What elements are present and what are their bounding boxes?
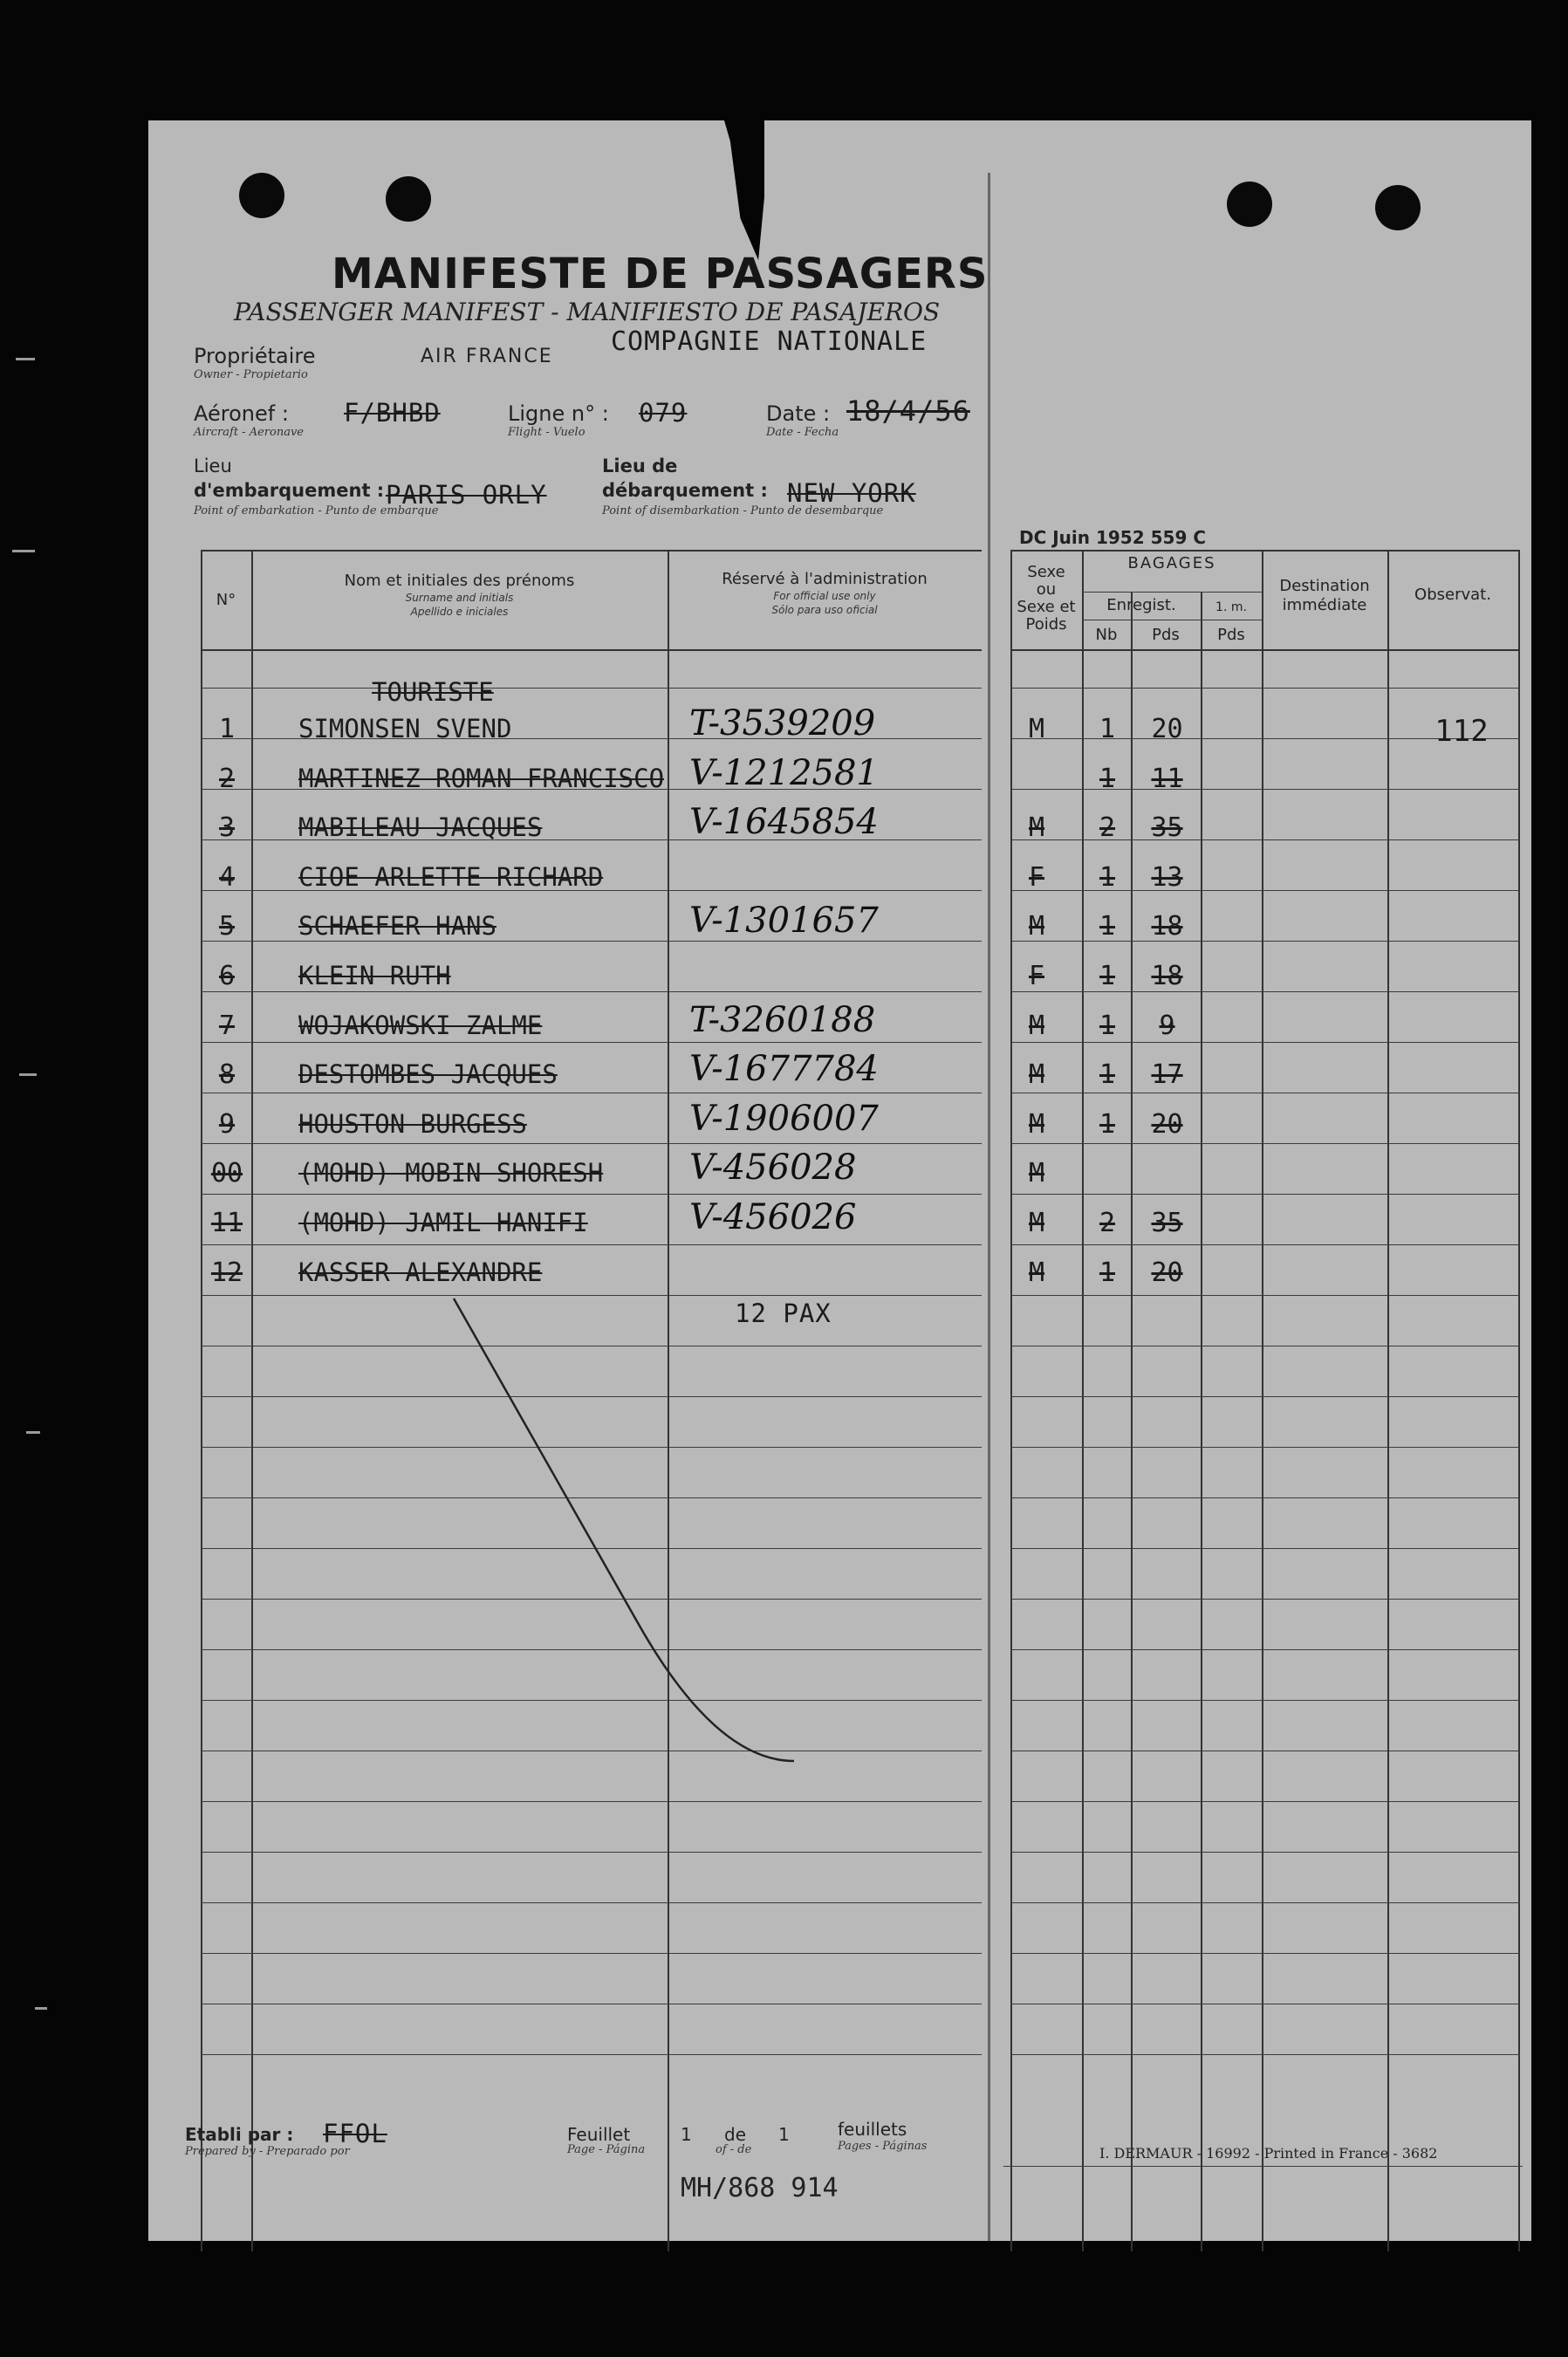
passenger-number: 7 bbox=[218, 1010, 236, 1041]
edge-mark bbox=[26, 1431, 40, 1434]
baggage-count: 1 bbox=[1099, 1010, 1116, 1041]
passenger-name: MABILEAU JACQUES bbox=[298, 812, 543, 843]
passenger-name: WOJAKOWSKI ZALME bbox=[298, 1010, 543, 1040]
owner-label: Propriétaire bbox=[194, 344, 316, 368]
passenger-sex: M bbox=[1028, 1257, 1045, 1288]
baggage-weight: 18 bbox=[1151, 911, 1183, 942]
passenger-name: SIMONSEN SVEND bbox=[298, 714, 512, 743]
disembark-label-1: Lieu de bbox=[602, 456, 678, 476]
embark-label-2: d'embarquement : bbox=[194, 480, 385, 501]
passenger-name: HOUSTON BURGESS bbox=[298, 1108, 527, 1139]
passenger-number: 9 bbox=[218, 1108, 236, 1140]
header-sex: Sexe bbox=[1027, 563, 1065, 581]
printer-imprint: I. DERMAUR - 16992 - Printed in France - 3682 bbox=[1099, 2145, 1438, 2162]
passenger-sex: F bbox=[1028, 961, 1045, 991]
of-sub: of - de bbox=[716, 2143, 752, 2156]
baggage-count: 1 bbox=[1099, 714, 1116, 744]
header-name-sub: Surname and initials bbox=[405, 592, 514, 604]
baggage-weight: 13 bbox=[1151, 861, 1183, 893]
passenger-name: MARTINEZ ROMAN FRANCISCO bbox=[298, 763, 665, 793]
header-sex: Sexe et bbox=[1017, 598, 1076, 616]
sheet-sub: Page - Página bbox=[567, 2143, 646, 2156]
passenger-sex: M bbox=[1028, 812, 1045, 844]
header-sex: Poids bbox=[1025, 615, 1067, 634]
baggage-count: 1 bbox=[1099, 1059, 1116, 1091]
prepared-sub: Prepared by - Preparado por bbox=[185, 2145, 350, 2158]
total-pax: 12 PAX bbox=[735, 1298, 832, 1328]
passenger-ref: V-1212581 bbox=[689, 752, 879, 793]
passenger-ref: V-1677784 bbox=[689, 1049, 879, 1090]
baggage-weight: 35 bbox=[1151, 1208, 1183, 1238]
header-name-sub: Apellido e iniciales bbox=[410, 606, 509, 618]
baggage-weight: 35 bbox=[1151, 812, 1183, 844]
flight-value: 079 bbox=[639, 398, 688, 428]
passenger-name: (MOHD) MOBIN SHORESH bbox=[298, 1158, 604, 1189]
passenger-ref: V-1645854 bbox=[689, 802, 879, 843]
passenger-ref: V-1301657 bbox=[689, 901, 879, 942]
sheet-label: Feuillet bbox=[567, 2124, 631, 2145]
sheet-total: 1 bbox=[778, 2124, 790, 2145]
sheets-label: feuillets bbox=[838, 2119, 907, 2140]
passenger-sex: M bbox=[1028, 1108, 1045, 1140]
manifest-page bbox=[148, 120, 1531, 2241]
passenger-sex: M bbox=[1028, 714, 1045, 744]
disembark-value: NEW YORK bbox=[787, 478, 916, 508]
header-nb: Nb bbox=[1095, 626, 1118, 644]
passenger-number: 6 bbox=[218, 961, 236, 991]
passenger-number: 4 bbox=[218, 861, 236, 893]
passenger-number: 8 bbox=[218, 1059, 236, 1091]
edge-mark bbox=[16, 358, 35, 360]
passenger-sex: F bbox=[1028, 861, 1045, 893]
date-label: Date : bbox=[766, 401, 831, 426]
passenger-ref: V-1906007 bbox=[689, 1098, 879, 1139]
header-baggage: BAGAGES bbox=[1127, 554, 1216, 572]
header-destination: immédiate bbox=[1282, 596, 1367, 614]
passenger-number: 00 bbox=[210, 1158, 243, 1189]
passenger-name: KASSER ALEXANDRE bbox=[298, 1257, 543, 1287]
passenger-sex: M bbox=[1028, 1059, 1045, 1091]
passenger-name: DESTOMBES JACQUES bbox=[298, 1059, 558, 1090]
header-reserved-sub: For official use only bbox=[773, 590, 876, 602]
baggage-count: 1 bbox=[1099, 763, 1116, 794]
passenger-ref: T-3260188 bbox=[689, 999, 876, 1040]
passenger-sex: M bbox=[1028, 1010, 1045, 1041]
footer-rule bbox=[1003, 2166, 1523, 2167]
observation: 112 bbox=[1434, 714, 1489, 749]
sheet-number: 1 bbox=[681, 2124, 692, 2145]
passenger-sex: M bbox=[1028, 1208, 1045, 1238]
passenger-ref: V-456026 bbox=[689, 1197, 857, 1237]
passenger-name: CIOE ARLETTE RICHARD bbox=[298, 861, 604, 892]
passenger-number: 5 bbox=[218, 911, 236, 942]
baggage-count: 2 bbox=[1099, 1208, 1116, 1238]
of-label: de bbox=[724, 2124, 746, 2145]
owner-value: AIR FRANCE bbox=[421, 346, 553, 367]
company-typed: COMPAGNIE NATIONALE bbox=[611, 326, 928, 357]
passenger-name: (MOHD) JAMIL HANIFI bbox=[298, 1208, 588, 1237]
header-reserved-sub: Sólo para uso oficial bbox=[771, 604, 878, 616]
aircraft-sub: Aircraft - Aeronave bbox=[194, 426, 304, 439]
passenger-number: 3 bbox=[218, 812, 236, 844]
passenger-number: 1 bbox=[218, 714, 236, 744]
sheets-sub: Pages - Páginas bbox=[838, 2140, 928, 2153]
archive-stamp: MH/868 914 bbox=[681, 2173, 839, 2203]
baggage-count: 1 bbox=[1099, 1257, 1116, 1288]
passenger-ref: V-456028 bbox=[689, 1148, 857, 1189]
flight-sub: Flight - Vuelo bbox=[508, 426, 585, 439]
header-registered: Enregist. bbox=[1106, 596, 1176, 614]
baggage-count: 1 bbox=[1099, 961, 1116, 991]
edge-mark bbox=[12, 550, 35, 552]
baggage-weight: 17 bbox=[1151, 1059, 1183, 1091]
header-no: N° bbox=[216, 591, 236, 609]
date-sub: Date - Fecha bbox=[766, 426, 839, 439]
form-reference: DC Juin 1952 559 C bbox=[1019, 527, 1206, 548]
disembark-sub: Point of disembarkation - Punto de desembarque bbox=[602, 504, 884, 517]
passenger-number: 11 bbox=[210, 1208, 243, 1238]
header-reserved: Réservé à l'administration bbox=[722, 570, 928, 588]
class-label: TOURISTE bbox=[372, 677, 494, 707]
passenger-number: 2 bbox=[218, 763, 236, 794]
passenger-name: KLEIN RUTH bbox=[298, 961, 451, 990]
baggage-weight: 18 bbox=[1151, 961, 1183, 991]
header-observations: Observat. bbox=[1414, 586, 1491, 604]
baggage-count: 2 bbox=[1099, 812, 1116, 844]
aircraft-label: Aéronef : bbox=[194, 401, 289, 426]
baggage-weight: 9 bbox=[1159, 1010, 1175, 1041]
baggage-weight: 11 bbox=[1151, 763, 1183, 794]
passenger-ref: T-3539209 bbox=[689, 703, 876, 743]
embark-label-1: Lieu bbox=[194, 456, 232, 476]
header-destination: Destination bbox=[1279, 577, 1370, 595]
prepared-value: FFOL bbox=[323, 2119, 387, 2148]
cancel-line bbox=[148, 120, 1531, 2241]
passenger-sex: M bbox=[1028, 911, 1045, 942]
passenger-sex: M bbox=[1028, 1158, 1045, 1189]
flight-label: Ligne n° : bbox=[508, 401, 609, 426]
date-value: 18/4/56 bbox=[846, 394, 970, 428]
manifest-title: MANIFESTE DE PASSAGERS bbox=[332, 250, 989, 298]
passenger-number: 12 bbox=[210, 1257, 243, 1288]
embark-value: PARIS ORLY bbox=[386, 480, 547, 510]
header-sex: ou bbox=[1036, 580, 1057, 599]
disembark-label-2: débarquement : bbox=[602, 480, 768, 501]
header-pds: Pds bbox=[1152, 626, 1180, 644]
owner-sub: Owner - Propietario bbox=[194, 368, 308, 381]
header-hand-pds: Pds bbox=[1217, 626, 1245, 644]
baggage-weight: 20 bbox=[1151, 714, 1183, 744]
baggage-count: 1 bbox=[1099, 1108, 1116, 1140]
prepared-label: Etabli par : bbox=[185, 2124, 294, 2145]
aircraft-value: F/BHBD bbox=[344, 398, 441, 428]
baggage-count: 1 bbox=[1099, 911, 1116, 942]
header-name: Nom et initiales des prénoms bbox=[344, 572, 575, 590]
embark-sub: Point of embarkation - Punto de embarque bbox=[194, 504, 439, 517]
edge-mark bbox=[35, 2007, 47, 2010]
edge-mark bbox=[19, 1073, 37, 1076]
manifest-subtitle: PASSENGER MANIFEST - MANIFIESTO DE PASAJEROS bbox=[234, 298, 941, 326]
header-hand: 1. m. bbox=[1215, 600, 1247, 614]
baggage-weight: 20 bbox=[1151, 1108, 1183, 1140]
passenger-name: SCHAEFER HANS bbox=[298, 911, 496, 942]
baggage-weight: 20 bbox=[1151, 1257, 1183, 1288]
baggage-count: 1 bbox=[1099, 861, 1116, 893]
